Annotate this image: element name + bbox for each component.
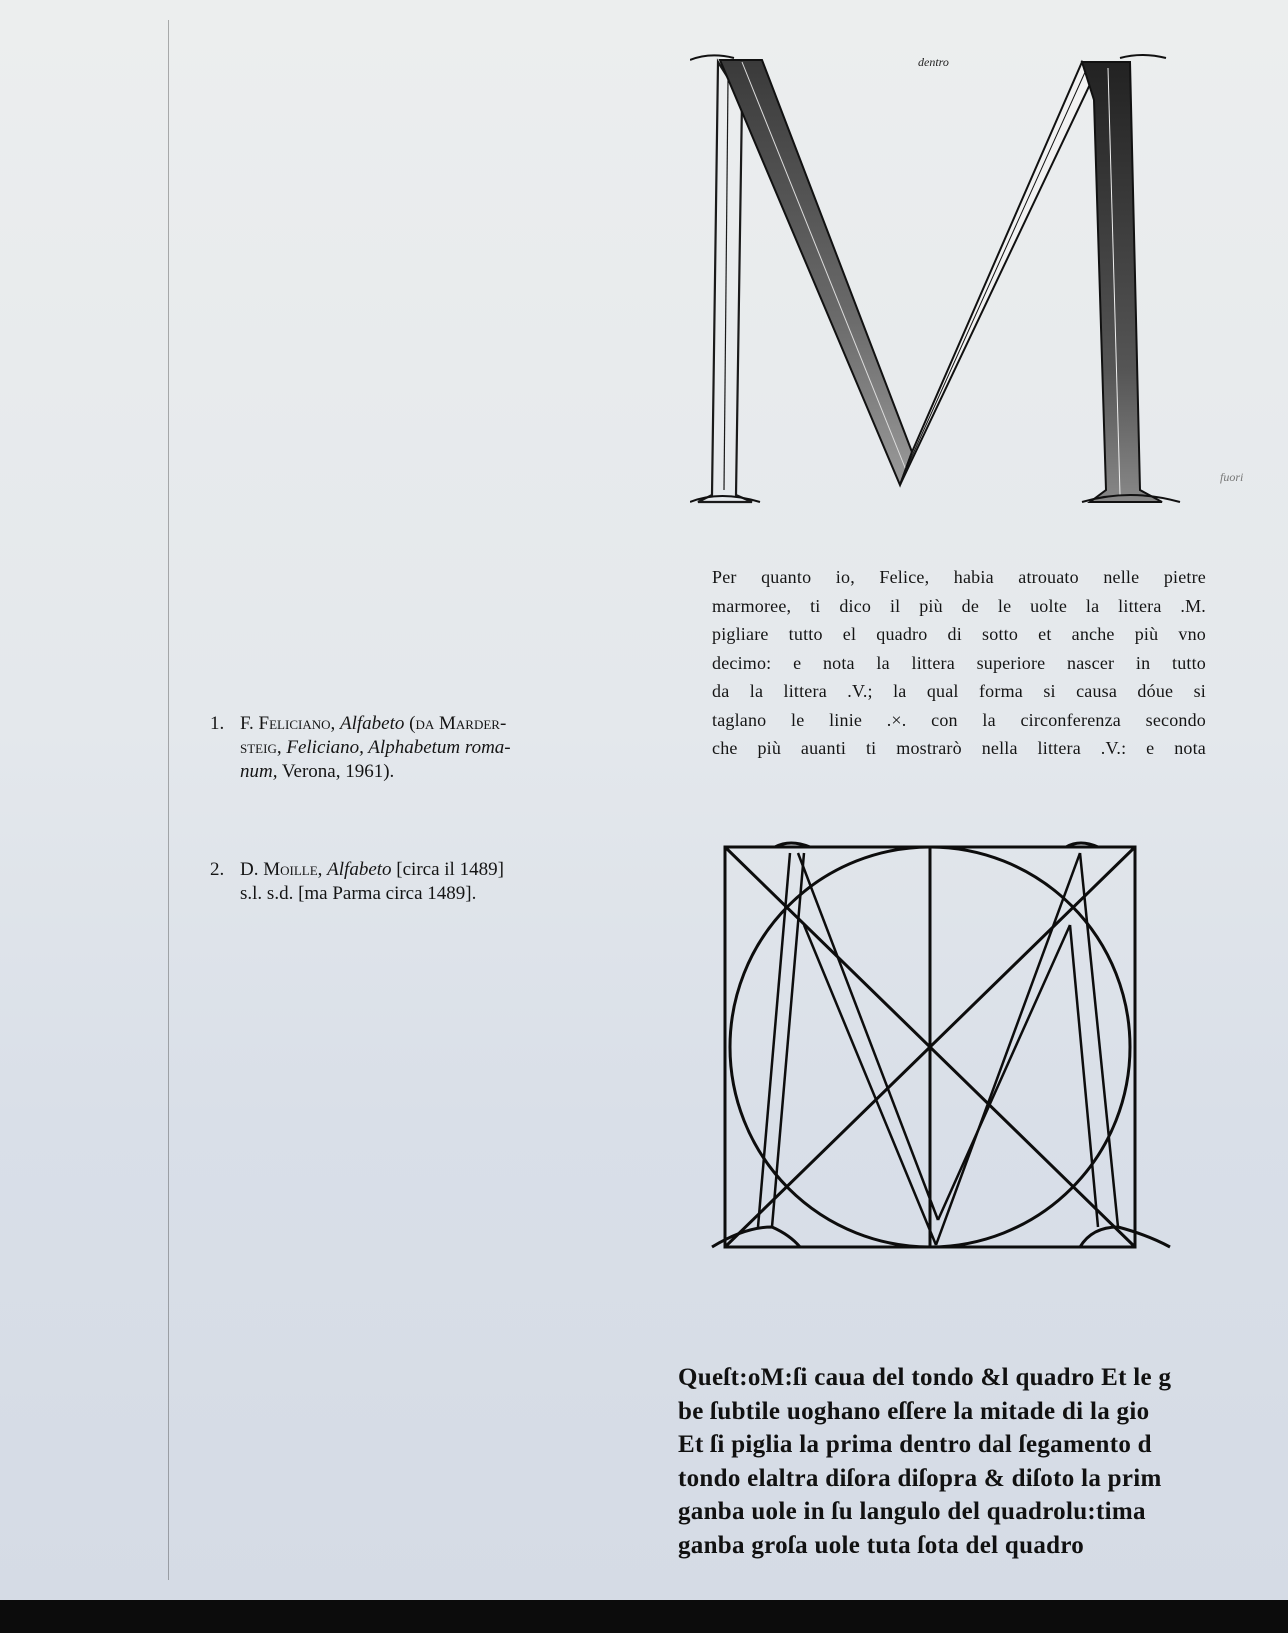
- feliciano-text-block: [712, 563, 1206, 763]
- text-line: Queſt:oM:ſi caua del tondo &l quadro Et le g: [678, 1364, 1172, 1391]
- caption-title: Alfabeto: [340, 713, 405, 734]
- caption-date: [circa il 1489]: [396, 859, 504, 880]
- caption-2: [210, 858, 630, 906]
- label-fuori: fuori: [1220, 470, 1244, 484]
- page-fold-line: [168, 20, 169, 1580]
- caption-author: F. Feliciano,: [240, 713, 336, 734]
- text-line: che più auanti ti mostrarò nella littera .V.: e nota: [712, 738, 1206, 758]
- text-line: Et ſi piglia la prima dentro dal ſegamento d: [678, 1431, 1152, 1458]
- caption-source-title: Feliciano, Alphabetum roma-: [286, 737, 511, 758]
- feliciano-letter-m-figure: [690, 40, 1250, 540]
- caption-number: 1.: [210, 713, 225, 734]
- text-line: marmoree, ti dico il più de le uolte la littera .M.: [712, 595, 1206, 616]
- text-line: decimo: e nota la littera superiore nascer in tutto: [712, 652, 1206, 673]
- caption-source-place: Verona, 1961).: [281, 761, 395, 782]
- caption-imprint: s.l. s.d. [ma Parma circa 1489].: [240, 883, 477, 904]
- text-line: ganba groſa uole tuta ſota del quadro: [678, 1531, 1085, 1559]
- text-line: ganba uole in ſu langulo del quadrolu:tima: [678, 1498, 1146, 1525]
- moille-geometric-m-figure: [700, 835, 1190, 1265]
- caption-title: Alfabeto: [327, 859, 392, 880]
- bottom-border-bar: [0, 1600, 1288, 1633]
- text-line: Per quanto io, Felice, habia atrouato nelle pietre: [712, 567, 1206, 587]
- caption-author: D. Moille,: [240, 859, 323, 880]
- caption-source-title-end: num,: [240, 761, 278, 782]
- text-line: da la littera .V.; la qual forma si causa dóue si: [712, 681, 1206, 701]
- text-line: tondo elaltra diſora diſopra & diſoto la prim: [678, 1464, 1162, 1492]
- caption-1: [210, 712, 630, 784]
- label-dentro: dentro: [918, 55, 949, 69]
- caption-source-author: steig,: [240, 737, 282, 758]
- text-line: be ſubtile uoghano eſſere la mitade di la gio: [678, 1397, 1150, 1425]
- text-line: taglano le linie .×. con la circonferenza secondo: [712, 709, 1206, 730]
- text-line: pigliare tutto el quadro di sotto et anche più vno: [712, 624, 1206, 644]
- caption-number: 2.: [210, 859, 225, 880]
- caption-source: (da Marder-: [409, 713, 507, 734]
- moille-text-block: [678, 1361, 1258, 1562]
